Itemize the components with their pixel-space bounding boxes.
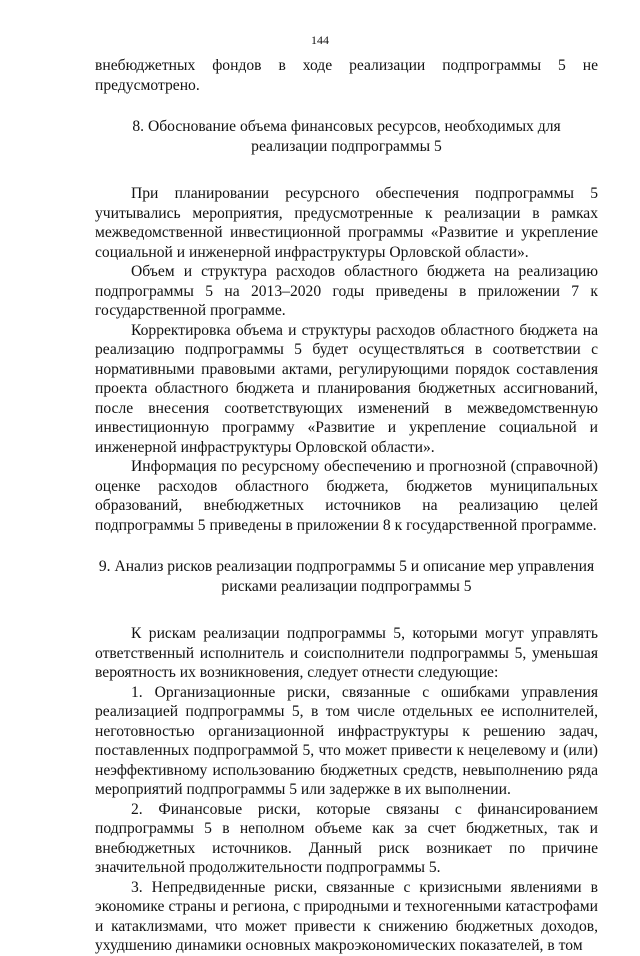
document-body	[95, 56, 598, 956]
section-8-heading: 8. Обоснование объема финансовых ресурсов, необходимых для реализации подпрограммы 5	[132, 118, 561, 155]
section-9-heading: 9. Анализ рисков реализации подпрограммы 5 и описание мер управления рисками реализации подпрограммы 5	[98, 558, 595, 595]
section-8-paragraph-2: Объем и структура расходов областного бюджета на реализацию подпрограммы 5 на 2013–2020 годы приведены в приложении 7 к государственной программе.	[95, 263, 598, 319]
intro-paragraph: внебюджетных фондов в ходе реализации подпрограммы 5 не предусмотрено.	[95, 57, 598, 94]
section-9-paragraph-2: 1. Организационные риски, связанные с ошибками управления реализацией подпрограммы 5, в том числе отдельных ее исполнителей, неготовностью организационной инфраструктуры к решению задач, поставленных подпрограммой 5, что может привести к нецелевому и (или) неэффективному использованию бюджетных средств, невыполнению ряда мероприятий подпрограммы 5 или задержке в их выполнении.	[95, 683, 598, 798]
section-9-paragraph-1: К рискам реализации подпрограммы 5, которыми могут управлять ответственный исполнитель и соисполнители подпрограммы 5, уменьшая вероятность их возникновения, следует отнести следующие:	[95, 625, 598, 681]
page-number: 144	[311, 33, 329, 47]
section-8-paragraph-4: Информация по ресурсному обеспечению и прогнозной (справочной) оценке расходов областного бюджета, бюджетов муниципальных образований, внебюджетных источников на реализацию целей подпрограммы 5 приведены в приложении 8 к государственной программе.	[95, 458, 598, 534]
section-8-paragraph-1: При планировании ресурсного обеспечения подпрограммы 5 учитывались мероприятия, предусмотренные к реализации в рамках межведомственной инвестиционной программы «Развитие и укрепление социальной и инженерной инфраструктуры Орловской области».	[95, 185, 598, 261]
section-9-paragraph-3: 2. Финансовые риски, которые связаны с финансированием подпрограммы 5 в неполном объеме как за счет бюджетных, так и внебюджетных источников. Данный риск возникает по причине значительной продолжительности подпрограммы 5.	[95, 800, 598, 876]
section-8-paragraph-3: Корректировка объема и структуры расходов областного бюджета на реализацию подпрограммы 5 будет осуществляться в соответствии с нормативными правовыми актами, регулирующими порядок составления проекта областного бюджета и планирования бюджетных ассигнований, после внесения соответствующих изменений в межведомственную инвестиционную программу «Развитие и укрепление социальной и инженерной инфраструктуры Орловской области».	[95, 321, 598, 456]
section-9-paragraph-4: 3. Непредвиденные риски, связанные с кризисными явлениями в экономике страны и региона, с природными и техногенными катастрофами и катаклизмами, что может привести к снижению бюджетных доходов, ухудшению динамики основных макроэкономических показателей, в том	[95, 878, 598, 954]
